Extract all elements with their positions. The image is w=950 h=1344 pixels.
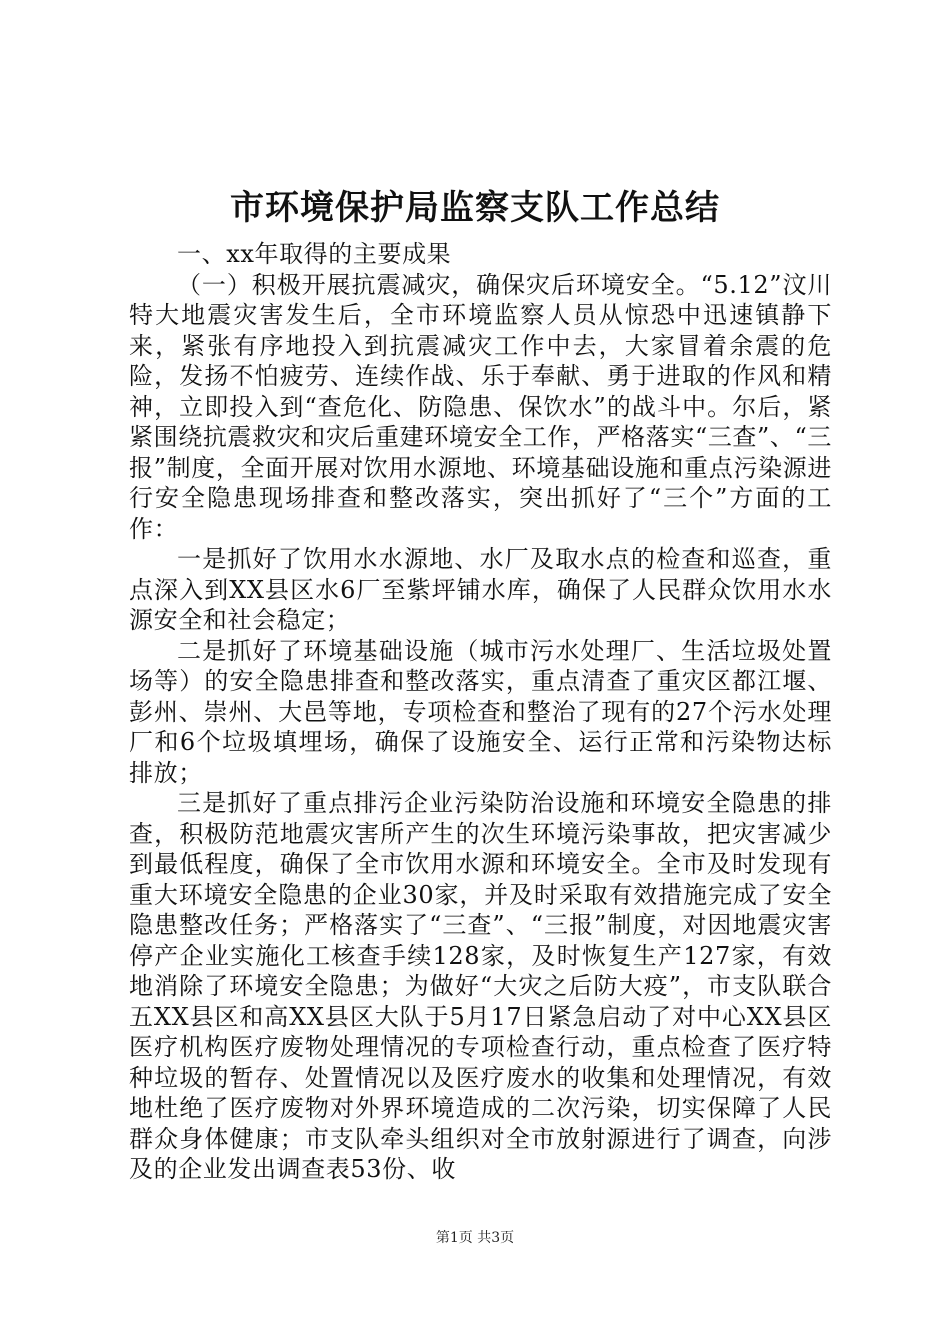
paragraph: （一）积极开展抗震减灾，确保灾后环境安全。“5.12”汶川特大地震灾害发生后，全市环境监察人员从惊恐中迅速镇静下来，紧张有序地投入到抗震减灾工作中去，大家冒着余震的危险，发扬不怕疲劳、连续作战、乐于奉献、勇于进取的作风和精神，立即投入到“查危化、防隐患、保饮水”的战斗中。尔后，紧紧围绕抗震救灾和灾后重建环境安全工作，严格落实“三查”、“三报”制度，全面开展对饮用水源地、环境基础设施和重点污染源进行安全隐患现场排查和整改落实，突出抓好了“三个”方面的工作： <box>129 270 832 543</box>
document-body <box>129 239 832 1185</box>
document-title: 市环境保护局监察支队工作总结 <box>230 188 720 228</box>
section-heading: 一、xx年取得的主要成果 <box>177 240 452 268</box>
paragraph: 二是抓好了环境基础设施（城市污水处理厂、生活垃圾处置场等）的安全隐患排查和整改落实，重点清查了重灾区都江堰、彭州、崇州、大邑等地，专项检查和整治了现有的27个污水处理厂和6个垃圾填埋场，确保了设施安全、运行正常和污染物达标排放； <box>129 636 832 787</box>
page-footer: 第1页 共3页 <box>435 1230 515 1246</box>
paragraph: 三是抓好了重点排污企业污染防治设施和环境安全隐患的排查，积极防范地震灾害所产生的次生环境污染事故，把灾害减少到最低程度，确保了全市饮用水源和环境安全。全市及时发现有重大环境安全隐患的企业30家，并及时采取有效措施完成了安全隐患整改任务；严格落实了“三查”、“三报”制度，对因地震灾害停产企业实施化工核查手续128家，及时恢复生产127家，有效地消除了环境安全隐患；为做好“大灾之后防大疫”，市支队联合五XX县区和高XX县区大队于5月17日紧急启动了对中心XX县区医疗机构医疗废物处理情况的专项检查行动，重点检查了医疗特种垃圾的暂存、处置情况以及医疗废水的收集和处理情况，有效地杜绝了医疗废物对外界环境造成的二次污染，切实保障了人民群众身体健康；市支队牵头组织对全市放射源进行了调查，向涉及的企业发出调查表53份、收 <box>129 789 832 1183</box>
paragraph: 一是抓好了饮用水水源地、水厂及取水点的检查和巡查，重点深入到XX县区水6厂至紫坪铺水库，确保了人民群众饮用水水源安全和社会稳定； <box>129 545 832 634</box>
